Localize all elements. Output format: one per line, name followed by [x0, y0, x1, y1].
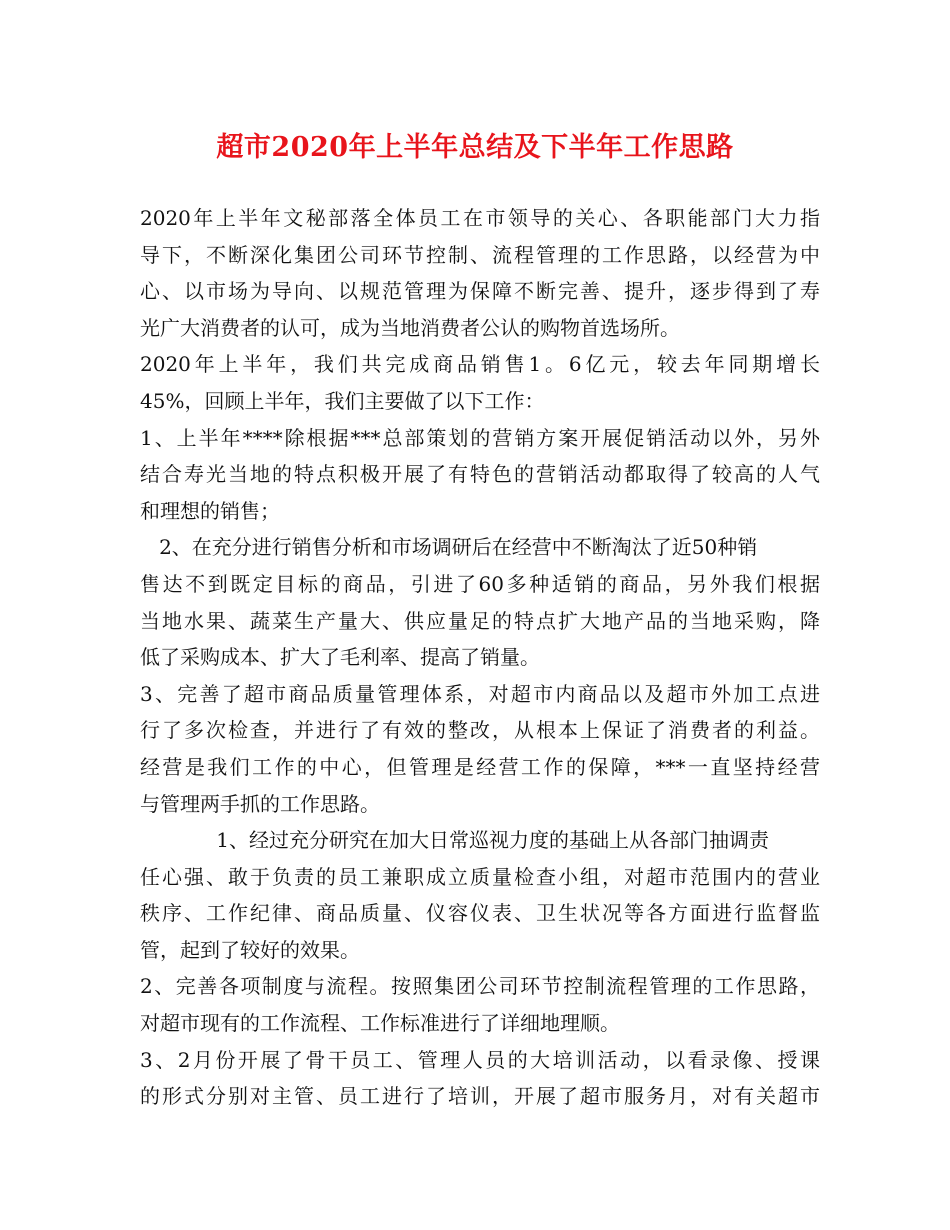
- body-text-line: 与管理两手抓的工作思路。: [140, 791, 380, 816]
- body-text-line: 低了采购成本、扩大了毛利率、提高了销量。: [140, 645, 540, 670]
- body-text-line: 和理想的销售；: [140, 498, 280, 523]
- body-text-line: 经营是我们工作的中心，但管理是经营工作的保障，***一直坚持经营: [140, 754, 820, 779]
- body-text-line: 3、2月份开展了骨干员工、管理人员的大培训活动，以看录像、授课: [140, 1047, 820, 1072]
- body-text-line: 对超市现有的工作流程、工作标准进行了详细地理顺。: [140, 1011, 620, 1036]
- body-text-line: 光广大消费者的认可，成为当地消费者公认的购物首选场所。: [140, 315, 680, 340]
- document-title: 超市2020年上半年总结及下半年工作思路: [216, 132, 734, 163]
- body-text-line: 任心强、敢于负责的员工兼职成立质量检查小组，对超市范围内的营业: [140, 864, 820, 889]
- body-text-line: 售达不到既定目标的商品，引进了60多种适销的商品，另外我们根据: [140, 571, 820, 596]
- body-text-line: 心、以市场为导向、以规范管理为保障不断完善、提升，逐步得到了寿: [140, 279, 820, 304]
- body-text-line: 结合寿光当地的特点积极开展了有特色的营销活动都取得了较高的人气: [140, 462, 820, 487]
- body-text-line: 1、经过充分研究在加大日常巡视力度的基础上从各部门抽调责: [140, 828, 770, 853]
- body-text-line: 45%，回顾上半年，我们主要做了以下工作：: [140, 388, 545, 413]
- body-text-line: 2、在充分进行销售分析和市场调研后在经营中不断淘汰了近50种销: [140, 535, 758, 560]
- document-body: [140, 200, 820, 1115]
- body-text-line: 行了多次检查，并进行了有效的整改，从根本上保证了消费者的利益。: [140, 718, 820, 743]
- body-text-line: 导下，不断深化集团公司环节控制、流程管理的工作思路，以经营为中: [140, 242, 820, 267]
- body-text-line: 1、上半年****除根据***总部策划的营销方案开展促销活动以外，另外: [140, 425, 820, 450]
- body-text-line: 管，起到了较好的效果。: [140, 937, 360, 962]
- body-text-line: 2020年上半年，我们共完成商品销售1。6亿元，较去年同期增长: [140, 352, 820, 377]
- body-text-line: 当地水果、蔬菜生产量大、供应量足的特点扩大地产品的当地采购，降: [140, 608, 820, 633]
- body-text-line: 2、完善各项制度与流程。按照集团公司环节控制流程管理的工作思路，: [140, 974, 820, 999]
- body-text-line: 2020年上半年文秘部落全体员工在市领导的关心、各职能部门大力指: [140, 206, 820, 230]
- body-text-line: 的形式分别对主管、员工进行了培训，开展了超市服务月，对有关超市: [140, 1084, 820, 1109]
- body-text-line: 3、完善了超市商品质量管理体系，对超市内商品以及超市外加工点进: [140, 681, 820, 706]
- body-text-line: 秩序、工作纪律、商品质量、仪容仪表、卫生状况等各方面进行监督监: [140, 901, 820, 926]
